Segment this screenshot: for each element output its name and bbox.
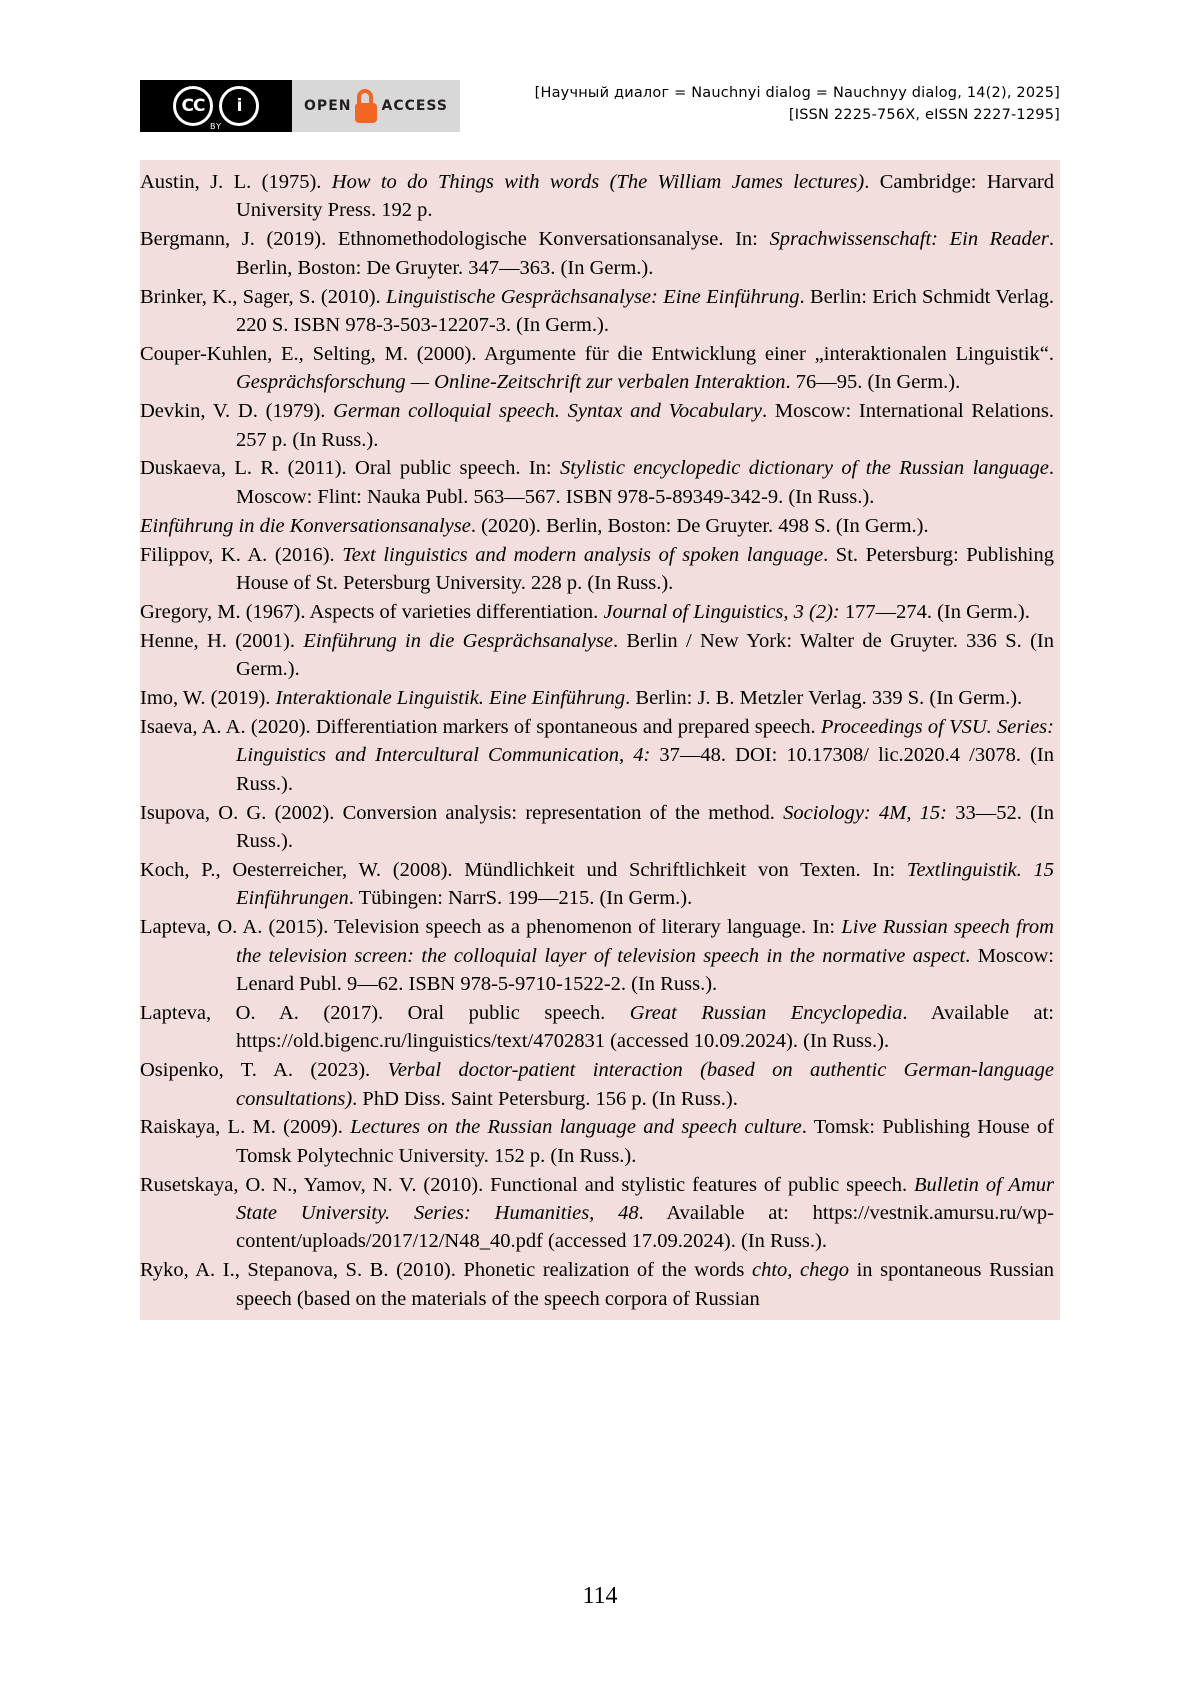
- reference-entry: Filippov, K. A. (2016). Text linguistics and modern analysis of spoken language. St. Petersburg: Publishing House of St. Petersburg University. 228 p. (In Russ.).: [140, 543, 1054, 594]
- reference-entry: Duskaeva, L. R. (2011). Oral public speech. In: Stylistic encyclopedic dictionary of the Russian language. Moscow: Flint: Nauka Publ. 563—567. ISBN 978-5-89349-342-9. (In Russ.).: [140, 457, 1054, 508]
- cc-by-person-icon: i: [219, 86, 259, 126]
- journal-issn-line: [ISSN 2225-756X, eISSN 2227-1295]: [788, 107, 1060, 124]
- reference-entry: Imo, W. (2019). Interaktionale Linguistik. Eine Einführung. Berlin: J. B. Metzler Verlag. 339 S. (In Germ.).: [140, 687, 1023, 710]
- reference-entry: Gregory, M. (1967). Aspects of varieties differentiation. Journal of Linguistics, 3 (2): 177—274. (In Germ.).: [140, 600, 1030, 623]
- reference-entry: Isupova, O. G. (2002). Conversion analysis: representation of the method. Sociology: 4M, 15: 33—52. (In Russ.).: [140, 801, 1054, 852]
- cc-badge-inner: [173, 86, 259, 126]
- open-lock-icon: [355, 89, 377, 123]
- reference-entry: Lapteva, O. A. (2015). Television speech as a phenomenon of literary language. In: Live Russian speech from the television screen: the colloquial layer of television speech in the normative aspect. Moscow: Lenard Publ. 9—62. ISBN 978-5-9710-1522-2. (In Russ.).: [140, 916, 1054, 995]
- page-header: [140, 78, 1060, 136]
- reference-entry: Austin, J. L. (1975). How to do Things with words (The William James lectures). Cambridge: Harvard University Press. 192 p.: [140, 171, 1054, 222]
- reference-entry: Bergmann, J. (2019). Ethnomethodologische Konversationsanalyse. In: Sprachwissenschaft: Ein Reader. Berlin, Boston: De Gruyter. 347—363. (In Germ.).: [140, 228, 1054, 279]
- open-access-badge: [292, 80, 460, 132]
- open-access-open-label: OPEN: [304, 98, 352, 114]
- reference-entry: Henne, H. (2001). Einführung in die Gesprächsanalyse. Berlin / New York: Walter de Gruyter. 336 S. (In Germ.).: [140, 629, 1054, 681]
- reference-entry: Isaeva, A. A. (2020). Differentiation markers of spontaneous and prepared speech. Proceedings of VSU. Series: Linguistics and Intercultural Communication, 4: 37—48. DOI: 10.17308/ lic.2020.4 /3078. (In Russ.).: [140, 715, 1054, 795]
- reference-entry: Devkin, V. D. (1979). German colloquial speech. Syntax and Vocabulary. Moscow: International Relations. 257 p. (In Russ.).: [140, 400, 1054, 451]
- creative-commons-badge: [140, 80, 292, 132]
- reference-entry: Ryko, A. I., Stepanova, S. B. (2010). Phonetic realization of the words chto, chego in spontaneous Russian speech (based on the materials of the speech corpora of Russian: [140, 1259, 1055, 1310]
- reference-entry: Osipenko, T. A. (2023). Verbal doctor-patient interaction (based on authentic German-language consultations). PhD Diss. Saint Petersburg. 156 p. (In Russ.).: [140, 1059, 1054, 1110]
- reference-entry: Lapteva, O. A. (2017). Oral public speech. Great Russian Encyclopedia. Available at: https://old.bigenc.ru/linguistics/text/4702831 (accessed 10.09.2024). (In Russ.).: [140, 1001, 1054, 1053]
- open-access-access-label: ACCESS: [381, 98, 448, 114]
- reference-entry: Einführung in die Konversationsanalyse. (2020). Berlin, Boston: De Gruyter. 498 S. (In Germ.).: [140, 514, 929, 537]
- reference-list: [140, 160, 1060, 1320]
- journal-title-line: [Научный диалог = Nauchnyi dialog = Nauchnyy dialog, 14(2), 2025]: [534, 85, 1060, 101]
- journal-citation: [535, 82, 1060, 127]
- page-number: 114: [582, 1583, 618, 1609]
- reference-entry: Raiskaya, L. M. (2009). Lectures on the Russian language and speech culture. Tomsk: Publishing House of Tomsk Polytechnic University. 152 p. (In Russ.).: [140, 1116, 1055, 1167]
- cc-by-label: BY: [210, 122, 222, 131]
- reference-entry: Rusetskaya, O. N., Yamov, N. V. (2010). Functional and stylistic features of public speech. Bulletin of Amur State University. Series: Humanities, 48. Available at: https://vestnik.amursu.ru/wp-content/uploads/2017/12/N48_40.pdf (accessed 17.09.2024). (In Russ.).: [140, 1173, 1054, 1253]
- cc-icon: CC: [173, 86, 213, 126]
- reference-entry: Koch, P., Oesterreicher, W. (2008). Mündlichkeit und Schriftlichkeit von Texten. In: Textlinguistik. 15 Einführungen. Tübingen: NarrS. 199—215. (In Germ.).: [140, 858, 1054, 910]
- reference-entry: Couper-Kuhlen, E., Selting, M. (2000). Argumente für die Entwicklung einer „interaktionalen Linguistik“. Gesprächsforschung — Online-Zeitschrift zur verbalen Interaktion. 76—95. (In Germ.).: [140, 342, 1054, 394]
- reference-entry: Brinker, K., Sager, S. (2010). Linguistische Gesprächsanalyse: Eine Einführung. Berlin: Erich Schmidt Verlag. 220 S. ISBN 978-3-503-12207-3. (In Germ.).: [140, 285, 1054, 336]
